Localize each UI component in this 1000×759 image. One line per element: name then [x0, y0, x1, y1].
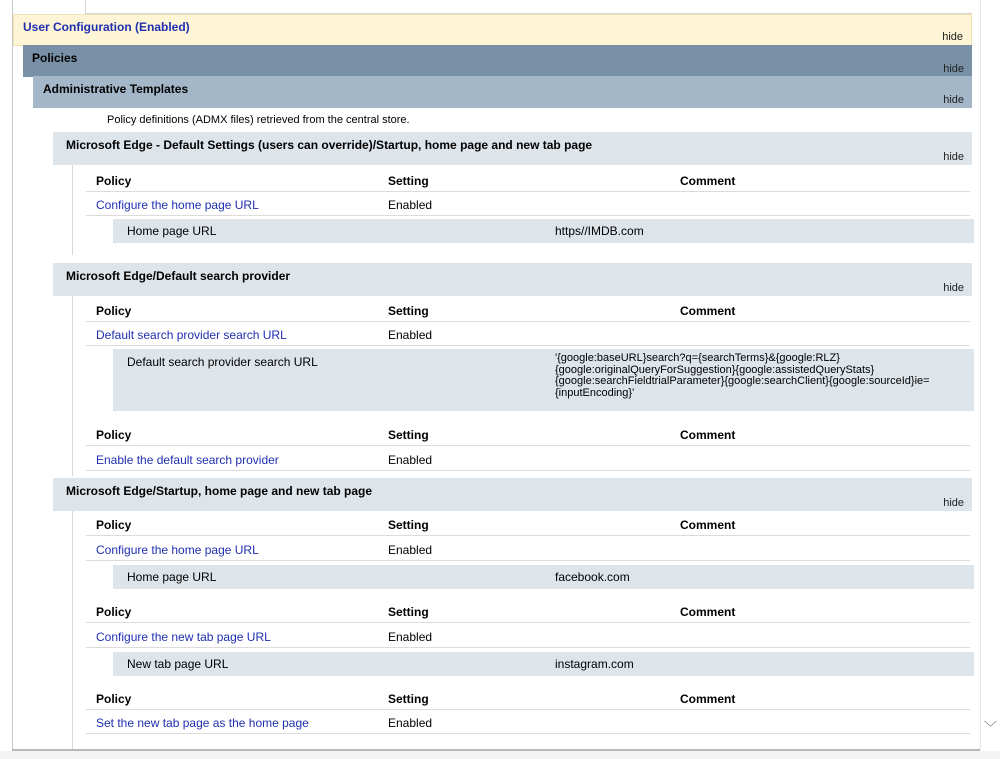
setting-column-header: Setting	[388, 692, 429, 706]
policy-column-header: Policy	[96, 428, 132, 442]
setting-column-header: Setting	[388, 428, 429, 442]
comment-column-header: Comment	[680, 174, 736, 188]
setting-column-header: Setting	[388, 605, 429, 619]
policy-setting-value: Enabled	[388, 716, 433, 730]
table-row	[86, 326, 970, 346]
policy-link-configure-new-tab-page[interactable]: Configure the new tab page URL	[96, 630, 271, 644]
section-title: Microsoft Edge/Startup, home page and new tab page	[66, 484, 373, 498]
policy-column-header: Policy	[96, 518, 132, 532]
policy-setting-value: Enabled	[388, 630, 433, 644]
policy-table-header	[86, 516, 970, 536]
detail-value-multiline	[555, 353, 970, 399]
section-edge-startup-header	[53, 478, 972, 511]
policy-table-header	[86, 603, 970, 623]
policy-detail-row	[113, 565, 974, 589]
section-indent-line	[72, 296, 73, 476]
setting-column-header: Setting	[388, 304, 429, 318]
detail-value-line: {inputEncoding}'	[555, 386, 635, 399]
section-indent-line	[72, 511, 73, 750]
comment-column-header: Comment	[680, 518, 736, 532]
detail-value: facebook.com	[555, 570, 630, 584]
administrative-templates-hide-link[interactable]: hide	[943, 94, 964, 106]
policy-setting-value: Enabled	[388, 198, 433, 212]
policies-header	[23, 45, 972, 77]
left-frame-border	[12, 0, 13, 750]
policies-hide-link[interactable]: hide	[943, 63, 964, 75]
policy-link-configure-home-page[interactable]: Configure the home page URL	[96, 543, 259, 557]
detail-label: Default search provider search URL	[127, 355, 318, 369]
previous-section-remnant	[85, 0, 972, 14]
policies-title: Policies	[32, 51, 78, 65]
vertical-scrollbar[interactable]	[980, 0, 1000, 750]
policy-column-header: Policy	[96, 304, 132, 318]
detail-label: New tab page URL	[127, 657, 229, 671]
setting-column-header: Setting	[388, 518, 429, 532]
policy-setting-value: Enabled	[388, 453, 433, 467]
detail-value: instagram.com	[555, 657, 634, 671]
policy-table-header	[86, 426, 970, 446]
scroll-down-arrow-icon[interactable]: ﹀	[984, 721, 998, 736]
policy-column-header: Policy	[96, 174, 132, 188]
policy-column-header: Policy	[96, 692, 132, 706]
table-row	[86, 714, 970, 734]
detail-label: Home page URL	[127, 224, 217, 238]
section-hide-link[interactable]: hide	[943, 497, 964, 509]
policy-table-header	[86, 172, 970, 192]
table-row	[86, 628, 970, 648]
detail-value: https//IMDB.com	[555, 224, 644, 238]
policy-link-default-search-url[interactable]: Default search provider search URL	[96, 328, 287, 342]
admx-note: Policy definitions (ADMX files) retrieved from the central store.	[107, 114, 410, 126]
policy-link-configure-home-page[interactable]: Configure the home page URL	[96, 198, 259, 212]
user-configuration-title: User Configuration (Enabled)	[23, 20, 190, 34]
detail-label: Home page URL	[127, 570, 217, 584]
user-configuration-hide-link[interactable]: hide	[942, 31, 963, 43]
policy-detail-row	[113, 349, 974, 411]
section-hide-link[interactable]: hide	[943, 151, 964, 163]
section-title: Microsoft Edge - Default Settings (users can override)/Startup, home page and new tab page	[66, 138, 593, 152]
policy-link-set-new-tab-as-home[interactable]: Set the new tab page as the home page	[96, 716, 309, 730]
policy-setting-value: Enabled	[388, 543, 433, 557]
administrative-templates-title: Administrative Templates	[43, 82, 189, 96]
policy-table-header	[86, 302, 970, 322]
policy-link-enable-default-search[interactable]: Enable the default search provider	[96, 453, 279, 467]
administrative-templates-header	[33, 76, 972, 108]
user-configuration-header	[13, 14, 972, 46]
policy-detail-row	[113, 652, 974, 676]
policy-setting-value: Enabled	[388, 328, 433, 342]
comment-column-header: Comment	[680, 692, 736, 706]
policy-detail-row	[113, 219, 974, 243]
section-edge-default-settings-header	[53, 132, 972, 165]
section-hide-link[interactable]: hide	[943, 282, 964, 294]
comment-column-header: Comment	[680, 428, 736, 442]
policy-table-header	[86, 690, 970, 710]
table-row	[86, 541, 970, 561]
detail-value-line: '{google:baseURL}search?q={searchTerms}&{google:RLZ}	[555, 352, 840, 364]
detail-value-line: {google:originalQueryForSuggestion}{google:assistedQueryStats}	[555, 363, 875, 376]
comment-column-header: Comment	[680, 304, 736, 318]
section-title: Microsoft Edge/Default search provider	[66, 269, 291, 283]
section-default-search-provider-header	[53, 263, 972, 296]
table-row	[86, 196, 970, 216]
policy-column-header: Policy	[96, 605, 132, 619]
detail-value-line: {google:searchFieldtrialParameter}{google:searchClient}{google:sourceId}ie=	[555, 375, 930, 387]
comment-column-header: Comment	[680, 605, 736, 619]
setting-column-header: Setting	[388, 174, 429, 188]
table-row	[86, 451, 970, 471]
bottom-blank-area	[0, 751, 1000, 759]
section-indent-line	[72, 165, 73, 255]
